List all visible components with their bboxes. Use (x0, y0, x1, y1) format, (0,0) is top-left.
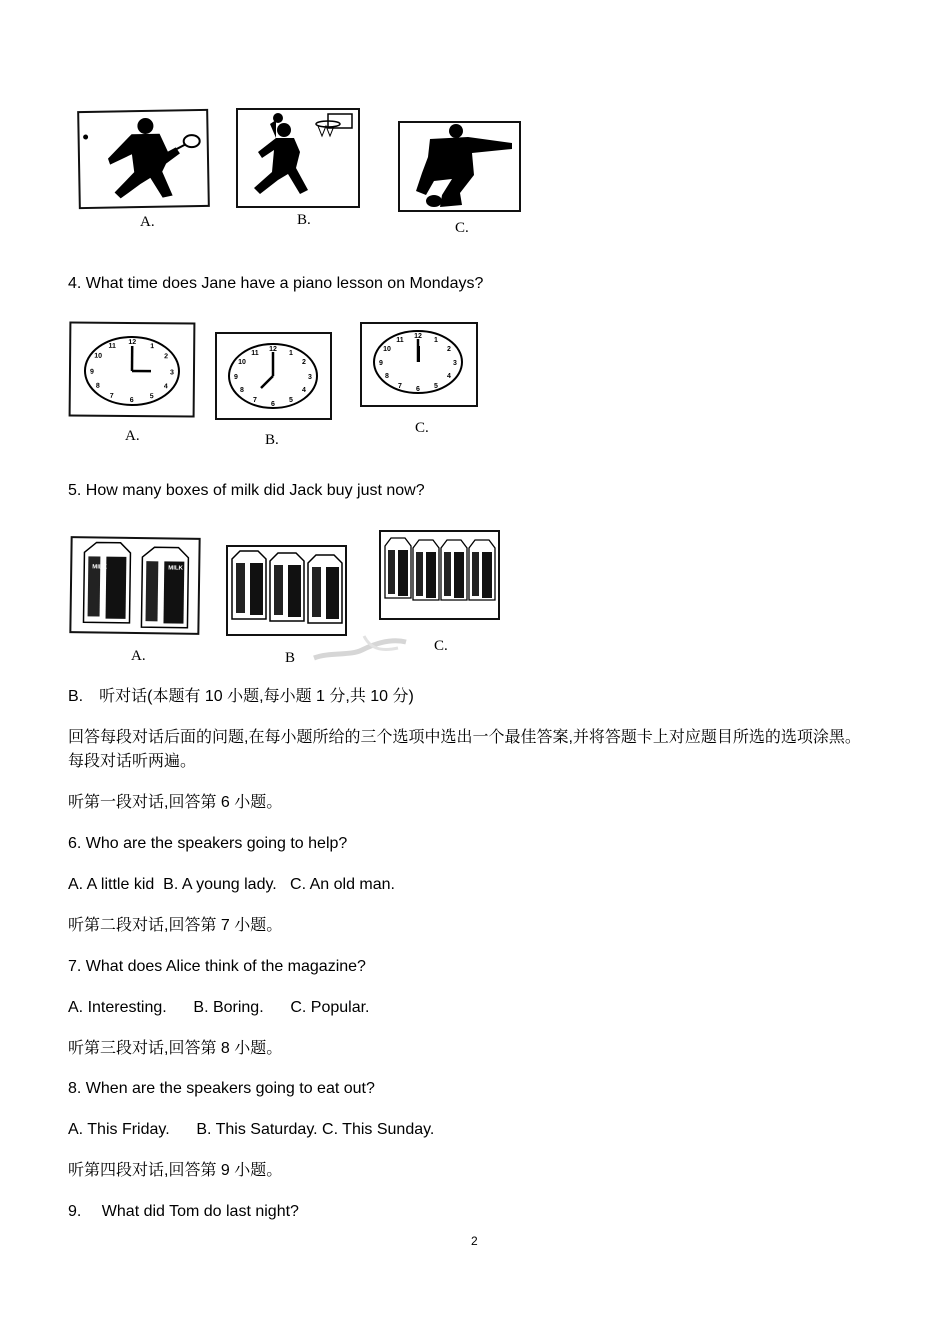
svg-text:7: 7 (109, 392, 114, 400)
svg-text:11: 11 (251, 350, 259, 357)
svg-text:8: 8 (385, 373, 389, 380)
svg-text:4: 4 (447, 373, 451, 380)
svg-text:2: 2 (447, 346, 451, 353)
q5-option-a-label: A. (131, 648, 146, 664)
section-b-title: B. 听对话(本题有 10 小题,每小题 1 分,共 10 分) (68, 688, 414, 705)
q3-option-c-label: C. (455, 220, 469, 236)
page-number: 2 (471, 1234, 478, 1248)
svg-text:9: 9 (89, 368, 94, 376)
svg-text:7: 7 (253, 397, 257, 404)
q5-milk-a (69, 536, 200, 635)
q4-option-c-label: C. (415, 420, 429, 436)
svg-text:7: 7 (398, 383, 402, 390)
q3-option-a-label: A. (140, 214, 155, 230)
svg-text:2: 2 (164, 353, 169, 361)
clock-icon (71, 323, 194, 415)
q6-question: 6. Who are the speakers going to help? (68, 835, 348, 852)
q6-options: A. A little kid B. A young lady. C. An old man. (68, 876, 395, 893)
svg-text:6: 6 (129, 396, 134, 405)
svg-text:1: 1 (434, 337, 438, 344)
dialog-2-prompt: 听第二段对话,回答第 7 小题。 (68, 917, 283, 934)
q9-question: 9. What did Tom do last night? (68, 1203, 299, 1220)
soccer-player-icon (400, 123, 519, 210)
svg-text:6: 6 (271, 401, 275, 408)
q4-option-a-label: A. (125, 428, 140, 444)
watermark-smudge (310, 632, 410, 662)
svg-text:11: 11 (108, 342, 116, 350)
clock-icon (362, 324, 476, 405)
svg-text:6: 6 (416, 386, 420, 393)
svg-text:8: 8 (240, 387, 244, 394)
q3-picture-b (236, 108, 360, 208)
svg-text:1: 1 (150, 343, 155, 351)
q4-option-b-label: B. (265, 432, 279, 448)
svg-text:MILK: MILK (168, 565, 183, 572)
svg-text:3: 3 (308, 374, 312, 381)
q7-question: 7. What does Alice think of the magazine? (68, 958, 366, 975)
svg-text:5: 5 (289, 397, 293, 404)
section-b-instructions-line2: 每段对话听两遍。 (68, 753, 197, 770)
svg-text:9: 9 (234, 374, 238, 381)
q5-option-b-label: B (285, 650, 296, 662)
q4-clock-c (360, 322, 478, 407)
svg-text:12: 12 (269, 346, 277, 353)
q5-option-c-label: C. (434, 638, 448, 654)
svg-text:4: 4 (302, 387, 306, 394)
tennis-player-icon (79, 111, 208, 207)
svg-text:10: 10 (238, 359, 246, 366)
dialog-1-prompt: 听第一段对话,回答第 6 小题。 (68, 794, 283, 811)
q8-question: 8. When are the speakers going to eat out? (68, 1080, 375, 1097)
milk-carton-icon (71, 538, 198, 633)
svg-text:10: 10 (94, 352, 103, 360)
svg-text:10: 10 (383, 346, 391, 353)
svg-text:5: 5 (434, 383, 438, 390)
q3-picture-a (77, 109, 210, 209)
clock-icon (217, 334, 330, 418)
svg-text:5: 5 (149, 393, 154, 401)
svg-text:8: 8 (95, 382, 100, 390)
svg-text:MILK: MILK (92, 564, 107, 571)
milk-carton-icon (381, 532, 498, 618)
q4-clock-b (215, 332, 332, 420)
q4-question: 4. What time does Jane have a piano lesson on Mondays? (68, 275, 484, 292)
svg-text:12: 12 (128, 338, 137, 347)
q5-milk-b (226, 545, 347, 636)
q5-milk-c (379, 530, 500, 620)
basketball-player-icon (238, 110, 358, 206)
svg-text:3: 3 (169, 369, 174, 377)
q3-picture-c (398, 121, 521, 212)
svg-text:11: 11 (396, 337, 404, 344)
svg-text:9: 9 (379, 360, 383, 367)
svg-text:4: 4 (163, 383, 168, 391)
section-b-instructions-line1: 回答每段对话后面的问题,在每小题所给的三个选项中选出一个最佳答案,并将答题卡上对应题目所选的选项涂黑。 (68, 729, 861, 746)
q4-clock-a (69, 321, 196, 417)
q8-options: A. This Friday. B. This Saturday. C. This Sunday. (68, 1121, 435, 1138)
q5-question: 5. How many boxes of milk did Jack buy just now? (68, 482, 425, 499)
svg-text:3: 3 (453, 360, 457, 367)
svg-text:1: 1 (289, 350, 293, 357)
milk-carton-icon (228, 547, 345, 634)
q3-option-b-label: B. (297, 212, 311, 228)
q7-options: A. Interesting. B. Boring. C. Popular. (68, 999, 370, 1016)
dialog-4-prompt: 听第四段对话,回答第 9 小题。 (68, 1162, 283, 1179)
dialog-3-prompt: 听第三段对话,回答第 8 小题。 (68, 1040, 283, 1057)
svg-text:12: 12 (414, 333, 422, 340)
svg-text:2: 2 (302, 359, 306, 366)
